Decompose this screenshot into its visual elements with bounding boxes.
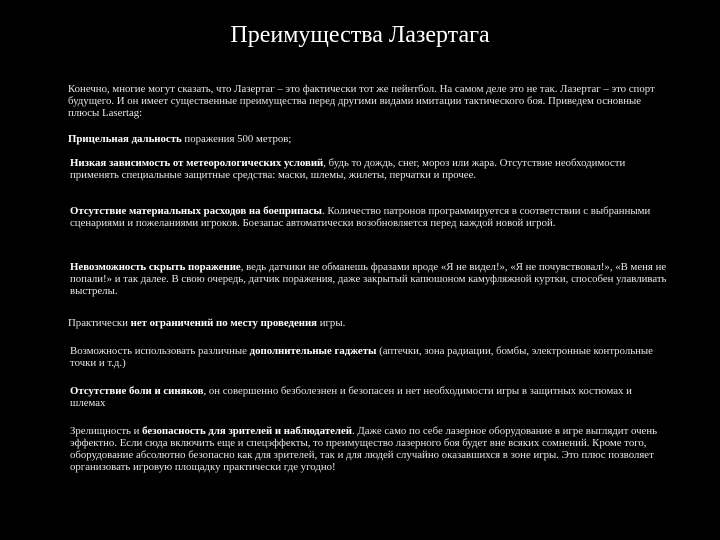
advantage-item	[68, 133, 668, 145]
advantage-item	[68, 425, 670, 473]
advantage-text: , будь то дождь, снег, мороз или жара. Отсутствие необходимости применять специальные защитные средства: маски, шлемы, жилеты, перчатки и прочее.	[70, 157, 626, 181]
advantage-item	[68, 205, 670, 229]
advantage-text: . Количество патронов программируется в соответствии с выбранными сценариями и пожеланиями игроков. Боезапас автоматически возобновляется перед каждой новой игрой.	[70, 205, 651, 229]
advantage-bold: безопасность для зрителей и наблюдателей	[142, 425, 352, 437]
advantage-item	[68, 385, 670, 409]
advantage-bold: Низкая зависимость от метеорологических условий	[70, 157, 324, 169]
advantage-bold: нет ограничений по месту проведения	[130, 317, 318, 329]
advantage-prefix: Возможность использовать различные	[70, 345, 250, 357]
advantage-text: . Даже само по себе лазерное оборудование в игре выглядит очень эффектно. Если сюда включить еще и спецэффекты, то преимущество лазерного боя будет вне всяких сомнений. Кроме того, оборудование абсолютно безопасно как для зрителей, так и для людей случайно оказавшихся в зоне игры. Это плюс позволяет организовать игровую площадку практически где угодно!	[70, 425, 658, 473]
advantage-text: игры.	[317, 317, 346, 329]
advantage-text: , ведь датчики не обманешь фразами вроде «Я не видел!», «Я не почувствовал!», «В меня не попали!» и так далее. В свою очередь, датчик поражения, даже закрытый капюшоном камуфляжной куртки, способен улавливать выстрелы.	[70, 261, 667, 297]
advantage-bold: Отсутствие материальных расходов на боеприпасы	[70, 205, 322, 217]
advantage-bold: дополнительные гаджеты	[249, 345, 377, 357]
slide-title: Преимущества Лазертага	[230, 22, 490, 48]
advantage-item	[68, 317, 668, 329]
advantage-text: (аптечки, зона радиации, бомбы, электронные контрольные точки и т.д.)	[70, 345, 653, 369]
advantage-text: , он совершенно безболезнен и безопасен и нет необходимости игры в защитных костюмах и шлемах	[70, 385, 632, 409]
advantage-item	[68, 345, 670, 369]
advantage-prefix: Практически	[68, 317, 131, 329]
advantage-text: поражения 500 метров;	[181, 133, 292, 145]
advantage-bold: Прицельная дальность	[68, 133, 182, 145]
intro-paragraph: Конечно, многие могут сказать, что Лазертаг – это фактически тот же пейнтбол. На самом деле это не так. Лазертаг – это спорт будущего. И он имеет существенные преимущества перед другими видами имитации тактического боя. Приведем основные плюсы Lasertag:	[68, 83, 655, 119]
advantage-bold: Невозможность скрыть поражение	[70, 261, 241, 273]
advantage-bold: Отсутствие боли и синяков	[70, 385, 204, 397]
advantage-item	[68, 157, 670, 181]
advantage-prefix: Зрелищность и	[70, 425, 143, 437]
advantage-item	[68, 261, 670, 297]
